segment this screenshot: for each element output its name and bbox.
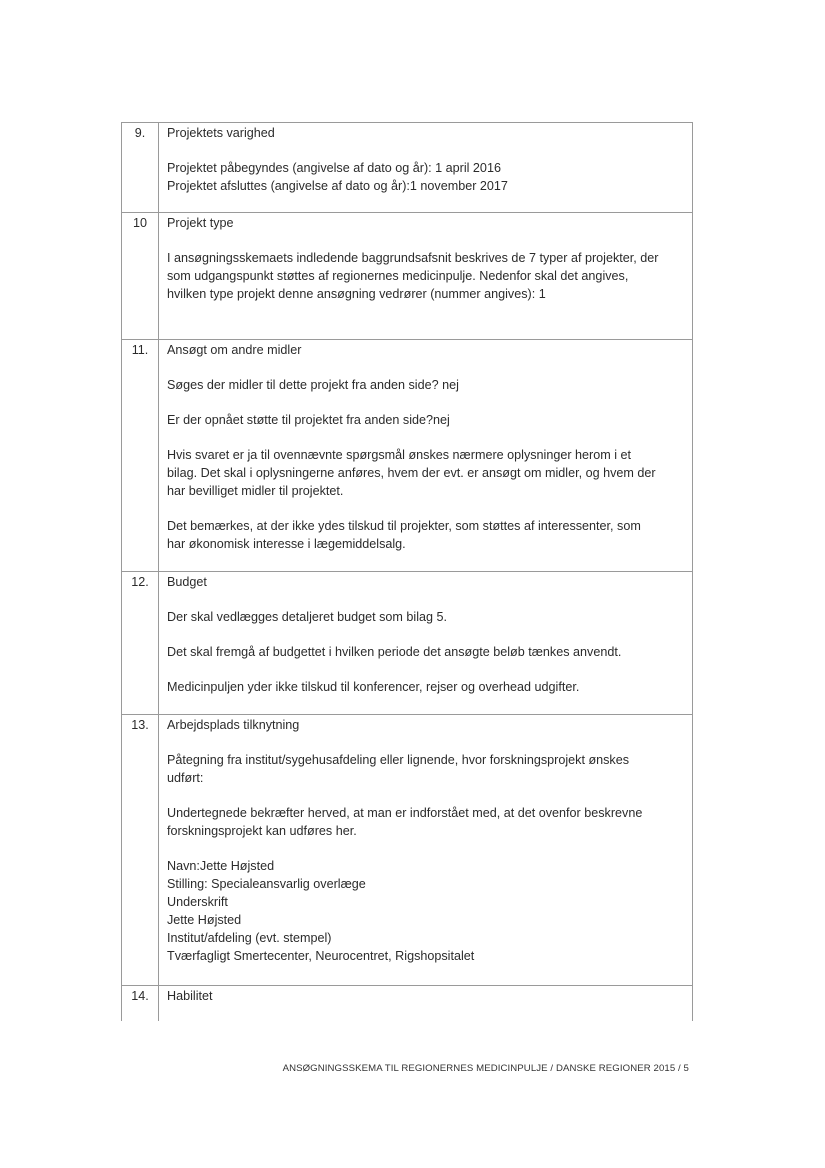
text-line: har bevilliget midler til projektet. (167, 484, 344, 498)
text-line: udført: (167, 771, 204, 785)
text-line: som udgangspunkt støttes af regionernes medicinpulje. Nedenfor skal det angives, (167, 269, 629, 283)
section-number-cell (122, 340, 159, 572)
question-line: Er der opnået støtte til projektet fra anden side?nej (167, 413, 450, 427)
page-footer: ANSØGNINGSSKEMA TIL REGIONERNES MEDICINPULJE / DANSKE REGIONER 2015 / 5 (282, 1063, 689, 1074)
section-12-row (122, 572, 693, 715)
section-title: Habilitet (167, 989, 213, 1003)
section-14-row (122, 986, 693, 1022)
signer-position: Stilling: Specialeansvarlig overlæge (167, 877, 366, 891)
institute-label: Institut/afdeling (evt. stempel) (167, 931, 332, 945)
institute-value: Tværfagligt Smertecenter, Neurocentret, Rigshopsitalet (167, 949, 475, 963)
signature-label: Underskrift (167, 895, 228, 909)
text-line: har økonomisk interesse i lægemiddelsalg. (167, 537, 406, 551)
section-content-cell (159, 340, 693, 572)
section-number-cell (122, 715, 159, 986)
section-title: Budget (167, 575, 207, 589)
section-content-cell (159, 986, 693, 1022)
text-line: Det skal fremgå af budgettet i hvilken periode det ansøgte beløb tænkes anvendt. (167, 645, 622, 659)
text-line: hvilken type projekt denne ansøgning vedrører (nummer angives): 1 (167, 287, 546, 301)
section-title: Arbejdsplads tilknytning (167, 718, 300, 732)
signature-block (167, 857, 682, 965)
signer-name: Navn:Jette Højsted (167, 859, 275, 873)
text-line: bilag. Det skal i oplysningerne anføres, hvem der evt. er ansøgt om midler, og hvem der (167, 466, 656, 480)
section-content-cell (159, 715, 693, 986)
section-10-row (122, 213, 693, 340)
section-number: 11. (131, 343, 149, 357)
start-date-line: Projektet påbegyndes (angivelse af dato og år): 1 april 2016 (167, 161, 501, 175)
section-number: 9. (134, 126, 146, 140)
section-number-cell (122, 213, 159, 340)
section-number-cell (122, 572, 159, 715)
section-number-cell (122, 123, 159, 213)
end-date-line: Projektet afsluttes (angivelse af dato og år):1 november 2017 (167, 179, 508, 193)
application-form-table (121, 122, 693, 1021)
text-line: forskningsprojekt kan udføres her. (167, 824, 357, 838)
signature: Jette Højsted (167, 913, 242, 927)
text-line: Der skal vedlægges detaljeret budget som bilag 5. (167, 610, 448, 624)
section-content-cell (159, 572, 693, 715)
text-line: Undertegnede bekræfter herved, at man er indforstået med, at det ovenfor beskrevne (167, 806, 643, 820)
section-number: 14. (131, 989, 149, 1003)
text-line: Påtegning fra institut/sygehusafdeling eller lignende, hvor forskningsprojekt ønskes (167, 753, 630, 767)
section-13-row (122, 715, 693, 986)
text-line: Hvis svaret er ja til ovennævnte spørgsmål ønskes nærmere oplysninger herom i et (167, 448, 632, 462)
section-number: 12. (131, 575, 149, 589)
text-line: Medicinpuljen yder ikke tilskud til konferencer, rejser og overhead udgifter. (167, 680, 580, 694)
section-content-cell (159, 123, 693, 213)
section-content-cell (159, 213, 693, 340)
section-title: Projektets varighed (167, 126, 275, 140)
text-line: Det bemærkes, at der ikke ydes tilskud til projekter, som støttes af interessenter, som (167, 519, 641, 533)
section-11-row (122, 340, 693, 572)
section-9-row (122, 123, 693, 213)
question-line: Søges der midler til dette projekt fra anden side? nej (167, 378, 459, 392)
section-title: Ansøgt om andre midler (167, 343, 302, 357)
text-line: I ansøgningsskemaets indledende baggrundsafsnit beskrives de 7 typer af projekter, der (167, 251, 659, 265)
section-number-cell (122, 986, 159, 1022)
section-title: Projekt type (167, 216, 234, 230)
section-number: 13. (131, 718, 149, 732)
section-number: 10 (132, 216, 147, 230)
